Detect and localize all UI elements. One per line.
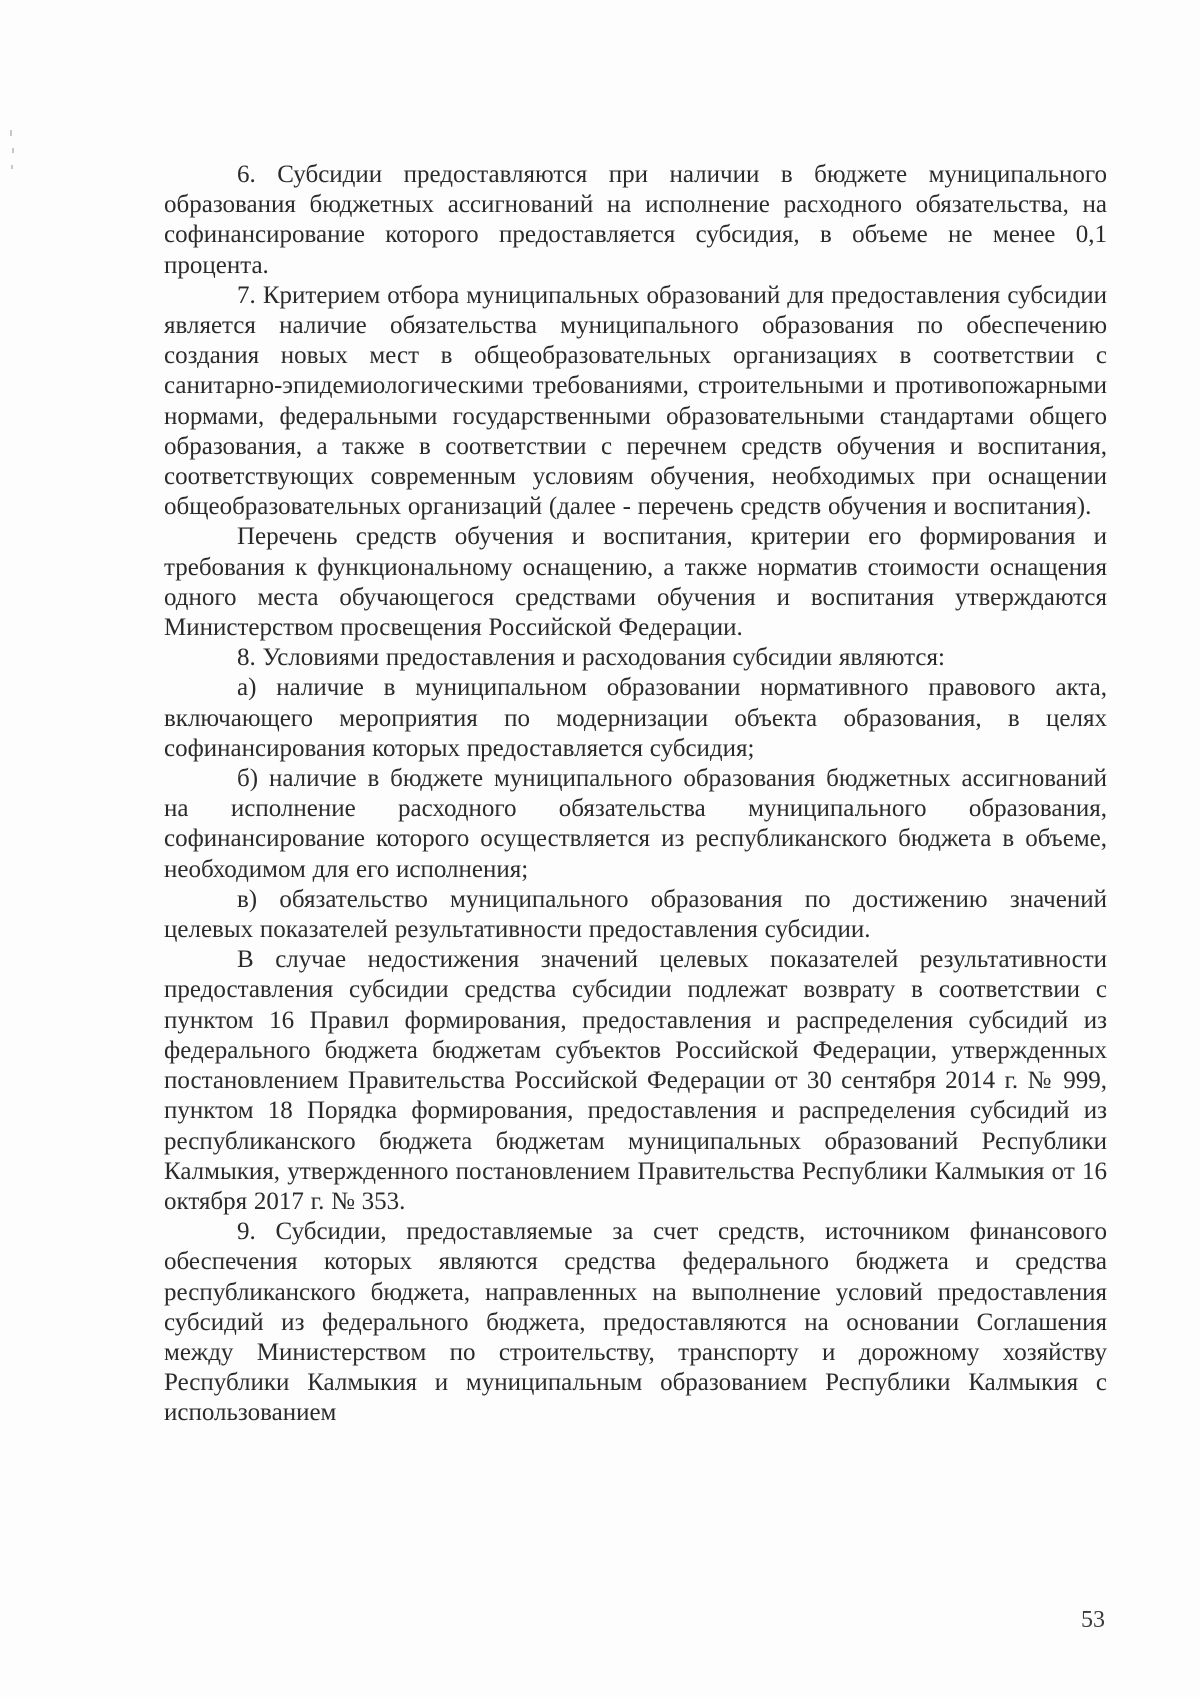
paragraph-8-item-a: а) наличие в муниципальном образовании нормативного правового акта, включающего мероприятия по модернизации объекта образования, в целях софинансирования которых предоставляется субсидия; — [164, 674, 1107, 762]
paragraph-8-item-v: в) обязательство муниципального образования по достижению значений целевых показателей результативности предоставления субсидии. — [164, 885, 1107, 944]
scan-edge-mark — [11, 165, 13, 169]
document-body — [164, 160, 1107, 1429]
scan-edge-mark — [10, 130, 12, 136]
paragraph-8: 8. Условиями предоставления и расходования субсидии являются: — [237, 644, 945, 672]
paragraph-7-list-description: Перечень средств обучения и воспитания, критерии его формирования и требования к функциональному оснащению, а также норматив стоимости оснащения одного места обучающегося средствами обучения и воспитания утверждаются Министерством просвещения Российской Федерации. — [164, 523, 1107, 642]
paragraph-7: 7. Критерием отбора муниципальных образований для предоставления субсидии является наличие обязательства муниципального образования по обеспечению создания новых мест в общеобразовательных организациях в соответствии с санитарно-эпидемиологическими требованиями, строительными и противопожарными нормами, федеральными государственными образовательными стандартами общего образования, а также в соответствии с перечнем средств обучения и воспитания, соответствующих современным условиям обучения, необходимых при оснащении общеобразовательных организаций (далее - перечень средств обучения и воспитания). — [164, 281, 1107, 521]
page-number: 53 — [1081, 1607, 1105, 1633]
paragraph-6: 6. Субсидии предоставляются при наличии в бюджете муниципального образования бюджетных ассигнований на исполнение расходного обязательства, на софинансирование которого предоставляется субсидия, в объеме не менее 0,1 процента. — [164, 161, 1107, 279]
scan-edge-mark — [12, 148, 14, 153]
paragraph-9: 9. Субсидии, предоставляемые за счет средств, источником финансового обеспечения которых являются средства федерального бюджета и средства республиканского бюджета, направленных на выполнение условий предоставления субсидий из федерального бюджета, предоставляются на основании Соглашения между Министерством по строительству, транспорту и дорожному хозяйству Республики Калмыкия и муниципальным образованием Республики Калмыкия с использованием — [164, 1218, 1107, 1427]
paragraph-8-item-b: б) наличие в бюджете муниципального образования бюджетных ассигнований на исполнение расходного обязательства муниципального образования, софинансирование которого осуществляется из республиканского бюджета в объеме, необходимом для его исполнения; — [164, 765, 1107, 883]
paragraph-refund-conditions: В случае недостижения значений целевых показателей результативности предоставления субсидии средства субсидии подлежат возврату в соответствии с пунктом 16 Правил формирования, предоставления и распределения субсидий из федерального бюджета бюджетам субъектов Российской Федерации, утвержденных постановлением Правительства Российской Федерации от 30 сентября 2014 г. № 999, пунктом 18 Порядка формирования, предоставления и распределения субсидий из республиканского бюджета бюджетам муниципальных образований Республики Калмыкия, утвержденного постановлением Правительства Республики Калмыкия от 16 октября 2017 г. № 353. — [164, 946, 1107, 1215]
